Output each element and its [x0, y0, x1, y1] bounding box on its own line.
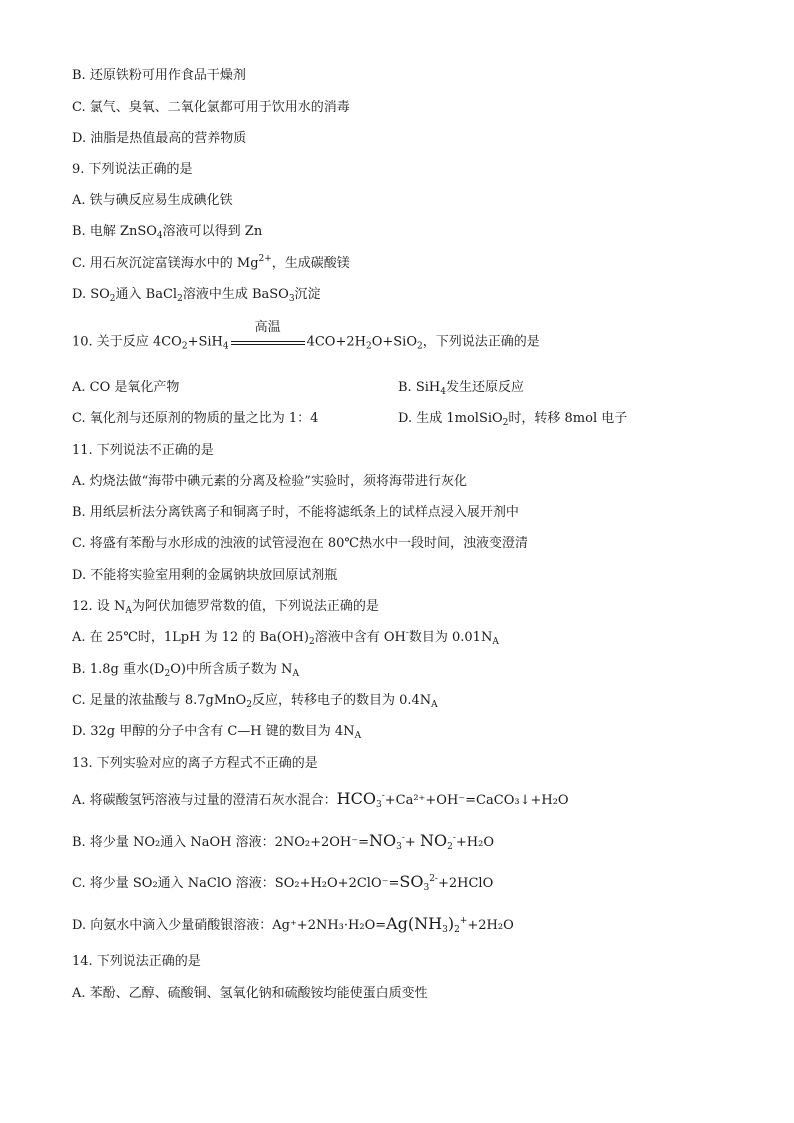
q11-option-a: A. 灼烧法做“海带中碘元素的分离及检验”实验时，须将海带进行灰化 [72, 474, 467, 489]
text: 数目为 0.01N [408, 630, 493, 645]
subscript: 4 [440, 387, 446, 397]
q13-stem: 13. 下列实验对应的离子方程式不正确的是 [72, 756, 318, 771]
equals-bar-bottom [231, 344, 305, 345]
text: 溶液可以得到 Zn [162, 224, 263, 239]
q11-option-b: B. 用纸层析法分离铁离子和铜离子时，不能将滤纸条上的试样点浸入展开剂中 [72, 505, 519, 520]
text: +H₂O [455, 835, 494, 850]
q10-option-b [398, 379, 524, 397]
subscript: A [125, 606, 132, 616]
q12-stem [72, 598, 379, 616]
q11-option-c: C. 将盛有苯酚与水形成的浊液的试管浸泡在 80℃热水中一段时间，浊液变澄清 [72, 536, 528, 551]
subscript: 3 [423, 883, 430, 893]
subscript: 2 [454, 925, 460, 935]
superscript: 2- [429, 874, 438, 884]
reaction-condition-label: 高温 [254, 320, 281, 335]
q8-option-d: D. 油脂是热值最高的营养物质 [72, 131, 247, 146]
subscript: 2 [164, 669, 171, 679]
q11-stem: 11. 下列说法不正确的是 [72, 443, 214, 458]
text: A. 在 25℃时，1LpH 为 12 的 Ba(OH) [72, 630, 309, 645]
text: 时，转移 8mol 电子 [508, 411, 628, 426]
subscript: 2 [246, 700, 252, 710]
q10-option-a: A. CO 是氧化产物 [72, 380, 180, 395]
q8-option-c: C. 氯气、臭氧、二氧化氯都可用于饮用水的消毒 [72, 100, 350, 115]
text: 发生还原反应 [445, 380, 524, 395]
text: B. SiH [398, 380, 441, 395]
subscript: 3 [442, 925, 448, 935]
reaction-condition-arrow [231, 320, 305, 351]
q13-option-c [72, 873, 493, 893]
subscript: 2 [417, 341, 423, 352]
superscript: + [459, 916, 468, 926]
text: B. 1.8g 重水(D [72, 662, 165, 677]
subscript: A [492, 637, 499, 647]
subscript: 2 [447, 842, 453, 852]
q9-option-b [72, 223, 262, 241]
superscript: - [405, 628, 409, 638]
subscript: 2 [365, 341, 372, 352]
ion-formula: NO [369, 831, 397, 850]
subscript: 4 [156, 231, 163, 241]
text: 为阿伏加德罗常数的值，下列说法正确的是 [131, 599, 379, 614]
q9-option-d [72, 286, 321, 304]
q14-stem: 14. 下列说法正确的是 [72, 954, 201, 969]
text: 通入 BaCl [115, 287, 178, 302]
q8-option-b: B. 还原铁粉可用作食品干燥剂 [72, 68, 246, 83]
ion-formula: ) [447, 914, 455, 933]
text: O+SiO [371, 334, 417, 350]
superscript: 2+ [258, 254, 272, 264]
q13-option-a [72, 790, 569, 810]
subscript: 2 [308, 637, 315, 647]
subscript: A [431, 700, 438, 710]
text: A. 将碳酸氢钙溶液与过量的澄清石灰水混合： [72, 793, 337, 808]
subscript: 2 [109, 294, 116, 304]
ion-formula: NO [419, 831, 448, 850]
ion-formula: Ag(NH [386, 914, 443, 933]
text: +2H₂O [467, 918, 514, 933]
superscript: - [381, 791, 385, 801]
text: +2HClO [437, 876, 494, 891]
text: D. 生成 1molSiO [398, 411, 503, 426]
q9-stem: 9. 下列说法正确的是 [72, 162, 193, 177]
text: +Ca²⁺+OH⁻=CaCO₃↓+H₂O [384, 793, 569, 808]
q13-option-d [72, 915, 514, 935]
q10-option-c: C. 氧化剂与还原剂的物质的量之比为 1：4 [72, 411, 319, 426]
q13-option-b [72, 832, 494, 852]
q12-option-d [72, 723, 361, 741]
text: C. 用石灰沉淀富镁海水中的 Mg [72, 256, 259, 271]
q12-option-b [72, 661, 299, 679]
text: C. 足量的浓盐酸与 8.7gMnO [72, 693, 247, 708]
q11-option-d: D. 不能将实验室用剩的金属钠块放回原试剂瓶 [72, 568, 338, 583]
text: O)中所含质子数为 N [170, 662, 293, 677]
subscript: 3 [375, 800, 382, 810]
text: D. 向氨水中滴入少量硝酸银溶液：Ag⁺+2NH₃·H₂O= [72, 918, 387, 933]
text: 反应，转移电子的数目为 0.4N [251, 693, 432, 708]
q10-stem [72, 320, 540, 352]
subscript: A [354, 731, 362, 741]
q12-option-a [72, 629, 499, 647]
text: 沉淀 [294, 287, 321, 302]
text: 10. 关于反应 4CO [72, 334, 182, 350]
superscript: - [401, 833, 405, 843]
subscript: 2 [502, 418, 509, 428]
subscript: 2 [181, 341, 188, 352]
subscript: 2 [177, 294, 183, 304]
text: ，下列说法正确的是 [422, 334, 540, 350]
subscript: 4 [222, 341, 229, 352]
text: + [404, 835, 416, 850]
ion-formula: HCO [336, 789, 376, 808]
text: 溶液中生成 BaSO [182, 287, 289, 302]
subscript: 3 [396, 842, 402, 852]
text: 12. 设 N [72, 599, 126, 614]
q9-option-c [72, 255, 350, 273]
text: B. 将少量 NO₂通入 NaOH 溶液：2NO₂+2OH⁻= [72, 835, 370, 850]
equals-bar-top [231, 341, 305, 342]
text: C. 将少量 SO₂通入 NaClO 溶液：SO₂+H₂O+2ClO⁻= [72, 876, 400, 891]
superscript: - [452, 833, 456, 843]
text: +SiH [187, 334, 223, 350]
text: 4CO+2H [306, 334, 366, 350]
q14-option-a: A. 苯酚、乙醇、硫酸铜、氢氧化钠和硫酸铵均能使蛋白质变性 [72, 986, 428, 1001]
text: D. SO [72, 287, 110, 302]
text: B. 电解 ZnSO [72, 224, 157, 239]
subscript: A [292, 669, 299, 679]
text: D. 32g 甲醇的分子中含有 C—H 键的数目为 4N [72, 724, 355, 739]
ion-formula: SO [399, 872, 424, 891]
text: ，生成碳酸镁 [271, 256, 350, 271]
subscript: 3 [288, 294, 295, 304]
q9-option-a: A. 铁与碘反应易生成碘化铁 [72, 193, 233, 208]
q12-option-c [72, 692, 438, 710]
q10-option-d [398, 410, 627, 428]
text: 溶液中含有 OH [314, 630, 406, 645]
